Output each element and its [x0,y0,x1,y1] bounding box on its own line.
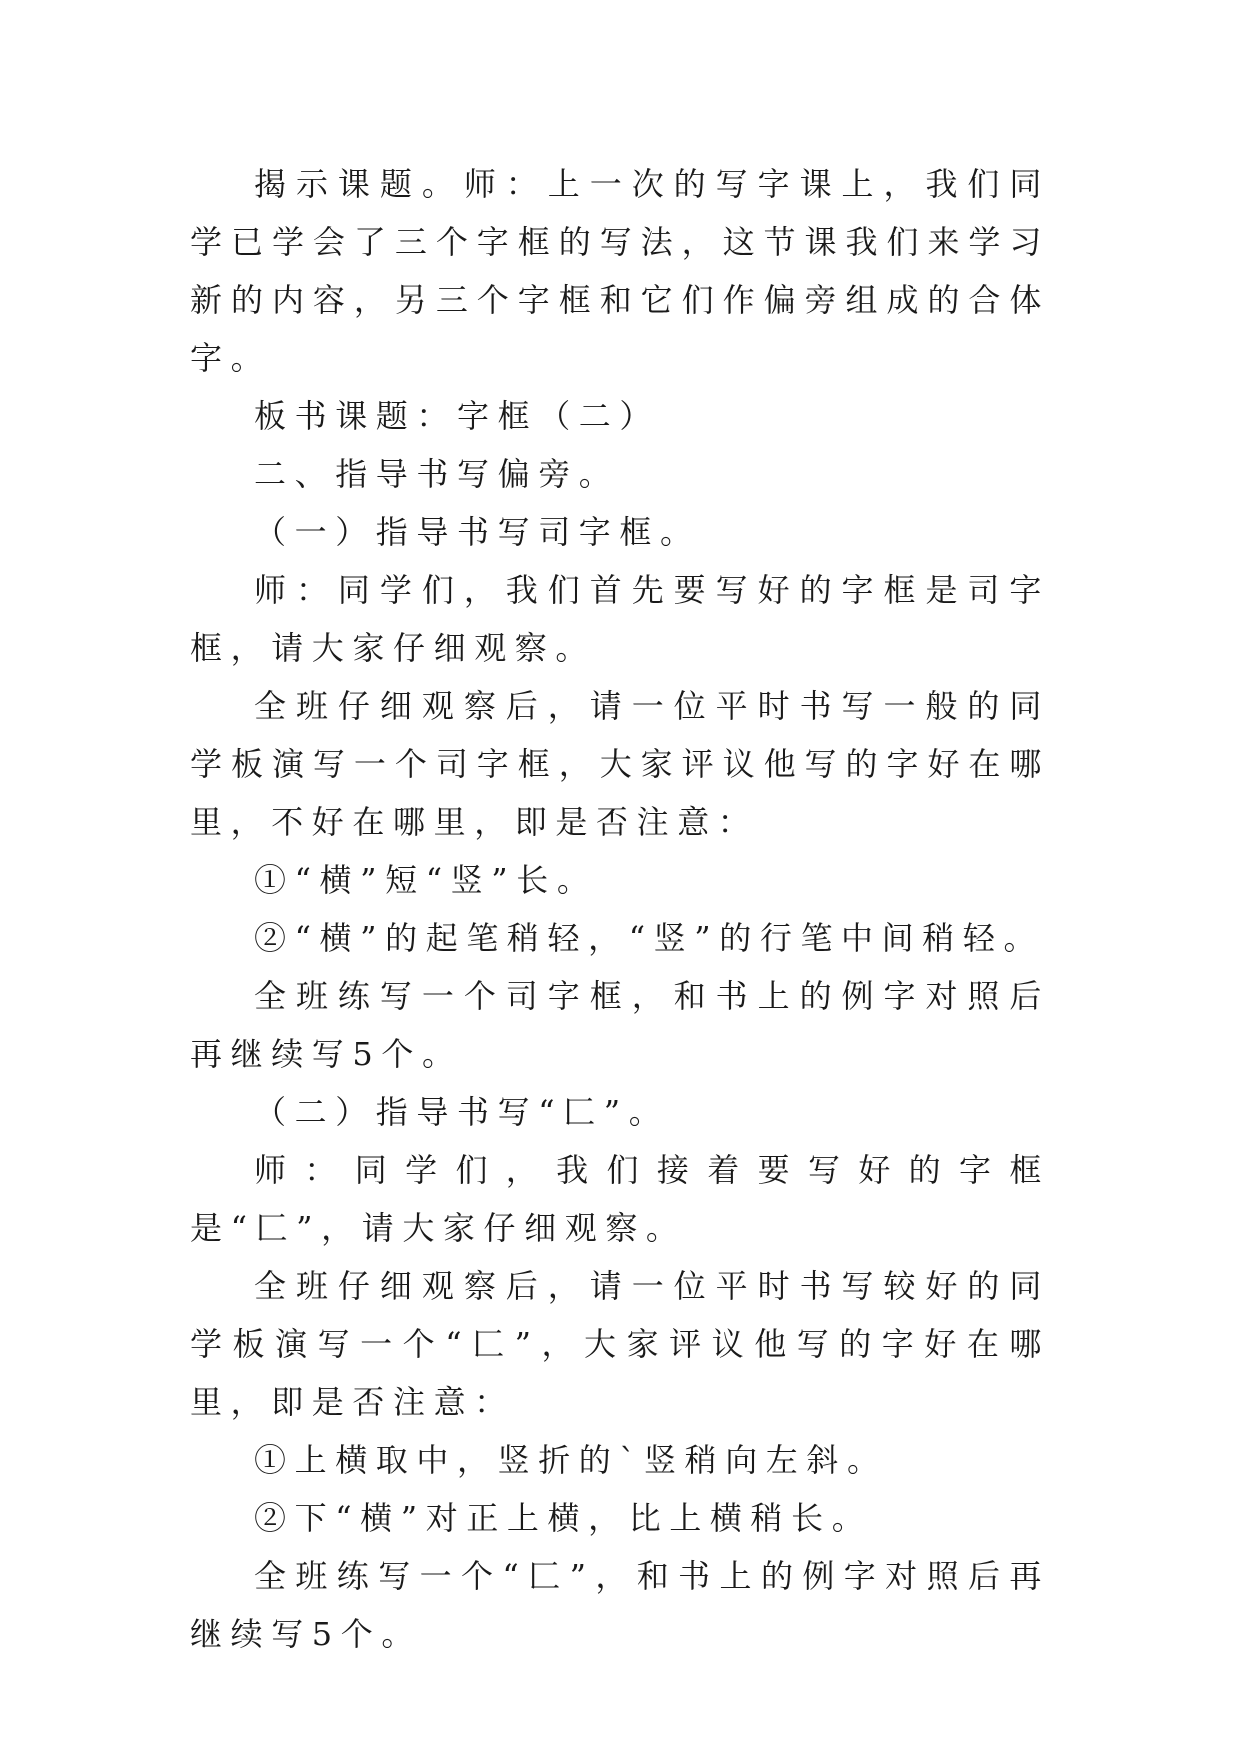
paragraph-teacher-1: 师：同学们，我们首先要写好的字框是司字框，请大家仔细观察。 [190,571,1050,667]
paragraph-observe-1: 全班仔细观察后，请一位平时书写一般的同学板演写一个司字框，大家评议他写的字好在哪里，不好在哪里，即是否注意： [190,687,1050,841]
paragraph-section-heading: 二、指导书写偏旁。 [254,455,620,493]
paragraph-practice-1: 全班练写一个司字框，和书上的例字对照后再继续写5个。 [190,977,1050,1073]
paragraph-subheading-1: （一）指导书写司字框。 [254,513,701,551]
paragraph-point-2a: ①上横取中，竖折的`竖稍向左斜。 [254,1441,888,1479]
paragraph-board-title: 板书课题：字框（二） [254,397,661,435]
paragraph-subheading-2: （二）指导书写“匚”。 [254,1093,670,1131]
paragraph-point-2b: ②下“横”对正上横，比上横稍长。 [254,1499,873,1537]
paragraph-point-1b: ②“横”的起笔稍轻，“竖”的行笔中间稍轻。 [254,919,1045,957]
paragraph-observe-2: 全班仔细观察后，请一位平时书写较好的同学板演写一个“匚”，大家评议他写的字好在哪里，即是否注意： [190,1267,1050,1421]
paragraph-intro: 揭示课题。师：上一次的写字课上，我们同学已学会了三个字框的写法，这节课我们来学习新的内容，另三个字框和它们作偏旁组成的合体字。 [190,165,1050,377]
paragraph-practice-2: 全班练写一个“匚”，和书上的例字对照后再继续写5个。 [190,1557,1050,1653]
paragraph-point-1a: ①“横”短“竖”长。 [254,861,598,899]
paragraph-teacher-2: 师：同学们，我们接着要写好的字框是“匚”，请大家仔细观察。 [190,1151,1050,1247]
document-page [190,155,1050,1663]
